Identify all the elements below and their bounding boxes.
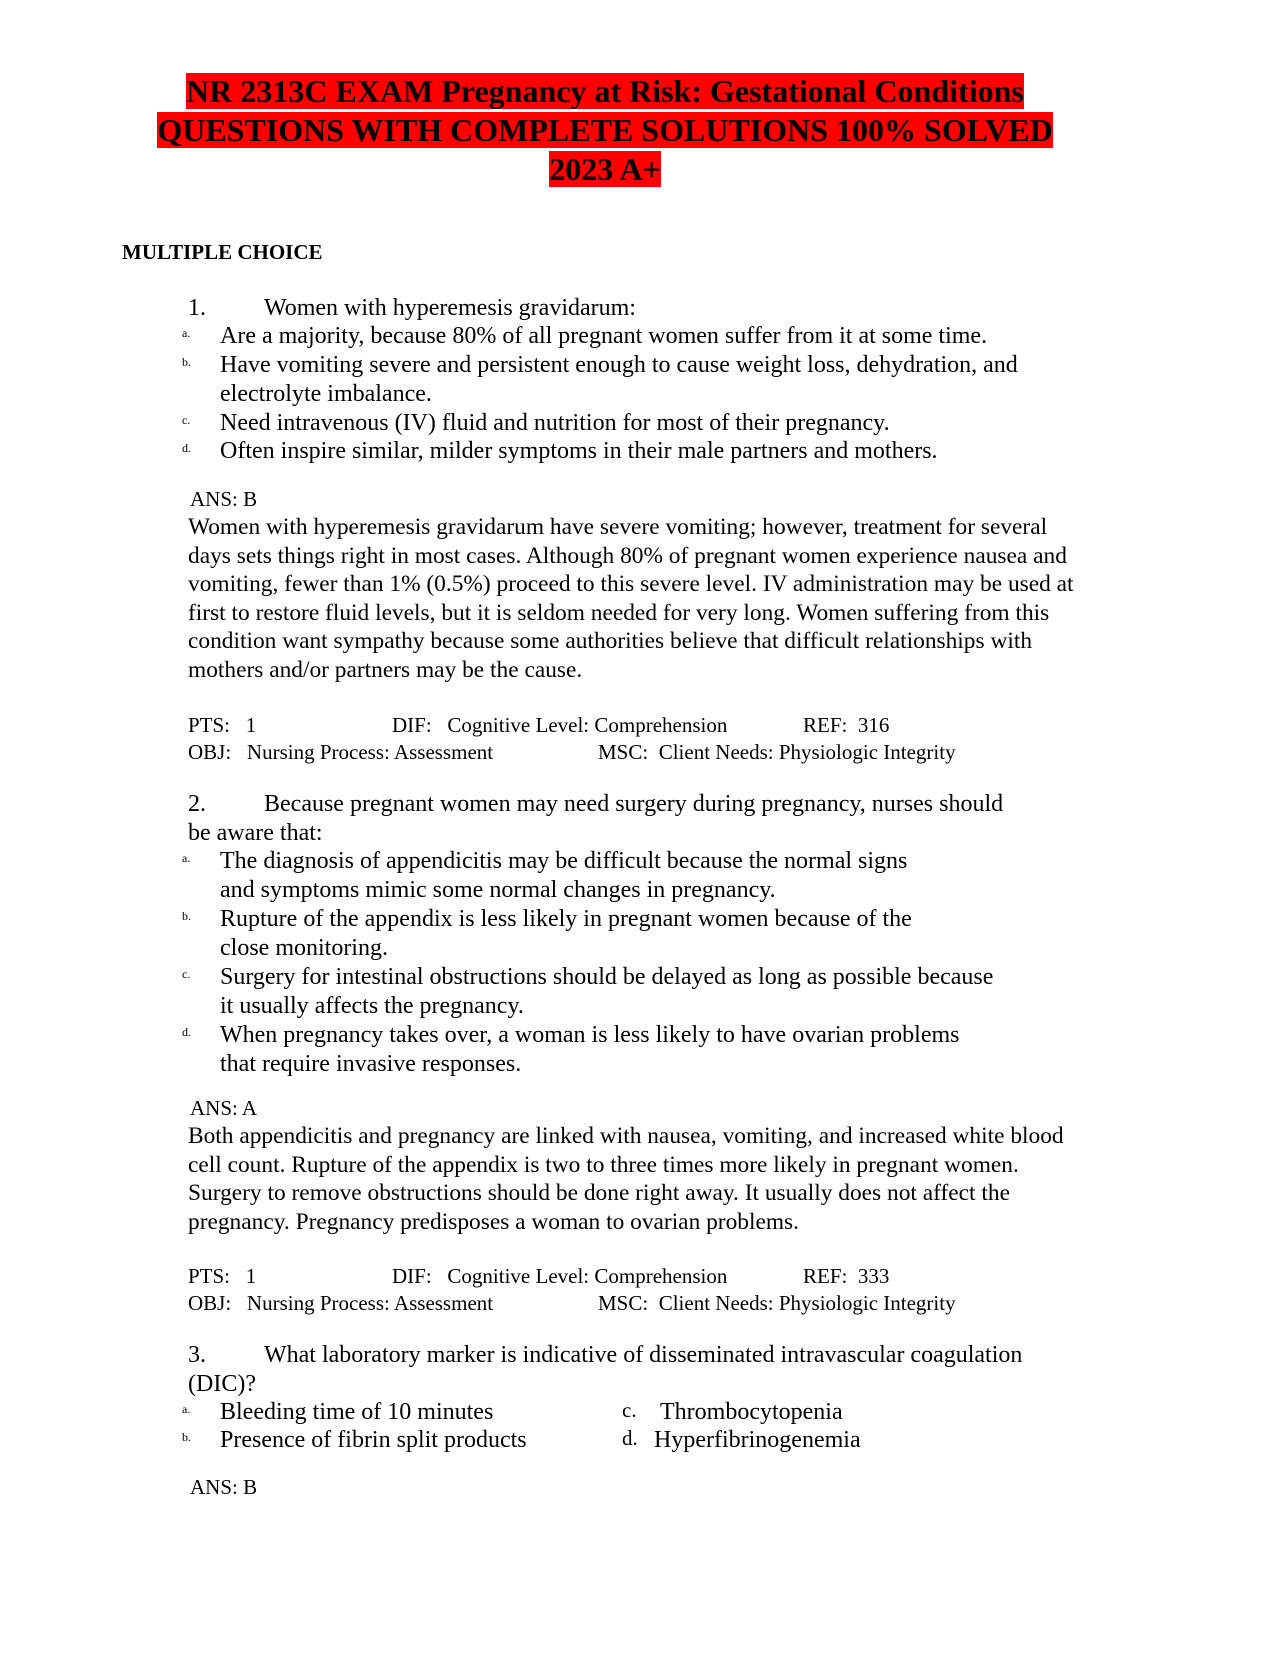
q1-obj: OBJ: Nursing Process: Assessment: [188, 740, 494, 764]
q1-option-b: [220, 351, 1018, 409]
q1-pts: PTS: 1: [188, 713, 257, 737]
question-number: 1.: [188, 295, 206, 321]
q1-msc: MSC: Client Needs: Physiologic Integrity: [598, 740, 956, 764]
option-letter: d.: [182, 441, 191, 455]
question-3-stem: [188, 1341, 1022, 1399]
q2-option-b: [220, 905, 912, 963]
option-text-line: Rupture of the appendix is less likely in pregnant women because of the: [220, 906, 912, 932]
q2-rationale: Both appendicitis and pregnancy are linked with nausea, vomiting, and increased white blood cell count. Rupture of the appendix is two to three times more likely in pregnant women. Surgery to remove obstructions should be done right away. It usually does not affect the pregnancy. Pregnancy predisposes a woman to ovarian problems.: [188, 1123, 1064, 1235]
q2-option-d: [220, 1021, 959, 1079]
question-text: Because pregnant women may need surgery during pregnancy, nurses should: [264, 791, 1004, 817]
q1-option-a: Are a majority, because 80% of all pregnant women suffer from it at some time.: [220, 323, 988, 349]
option-text-line: and symptoms mimic some normal changes in pregnancy.: [220, 877, 776, 903]
q3-option-d: Hyperfibrinogenemia: [654, 1427, 861, 1453]
q1-dif: DIF: Cognitive Level: Comprehension: [392, 713, 728, 737]
section-heading: MULTIPLE CHOICE: [122, 240, 323, 264]
q1-option-d: Often inspire similar, milder symptoms in their male partners and mothers.: [220, 438, 938, 464]
option-text-line: electrolyte imbalance.: [220, 381, 432, 407]
document-title: [0, 72, 1210, 189]
option-letter: b.: [182, 1430, 191, 1444]
option-letter: c.: [182, 967, 191, 981]
option-text-line: The diagnosis of appendicitis may be difficult because the normal signs: [220, 848, 908, 874]
q2-pts: PTS: 1: [188, 1264, 257, 1288]
option-text-line: close monitoring.: [220, 935, 388, 961]
q1-ref: REF: 316: [803, 713, 890, 737]
q2-dif: DIF: Cognitive Level: Comprehension: [392, 1264, 728, 1288]
q1-answer: ANS: B: [190, 487, 258, 511]
title-line-2: QUESTIONS WITH COMPLETE SOLUTIONS 100% SOLVED: [157, 112, 1053, 148]
q1-option-c: Need intravenous (IV) fluid and nutrition for most of their pregnancy.: [220, 410, 890, 436]
question-text: Women with hyperemesis gravidarum:: [264, 295, 636, 321]
q2-option-a: [220, 847, 907, 905]
option-text-line: Have vomiting severe and persistent enough to cause weight loss, dehydration, and: [220, 352, 1018, 378]
q2-msc: MSC: Client Needs: Physiologic Integrity: [598, 1291, 956, 1315]
q1-rationale: Women with hyperemesis gravidarum have severe vomiting; however, treatment for several days sets things right in most cases. Although 80% of pregnant women experience nausea and vomiting, fewer than 1% (0.5%) proceed to this severe level. IV administration may be used at first to restore fluid levels, but it is seldom needed for very long. Women suffering from this condition want sympathy because some authorities believe that difficult relationships with mothers and/or partners may be the cause.: [188, 514, 1074, 683]
option-letter: d.: [182, 1025, 191, 1039]
option-letter: a.: [182, 1402, 191, 1416]
q3-option-c: Thrombocytopenia: [660, 1399, 843, 1425]
title-line-3: 2023 A+: [549, 151, 661, 187]
q2-ref: REF: 333: [803, 1264, 890, 1288]
question-text: (DIC)?: [188, 1371, 256, 1397]
question-1-stem: [188, 294, 636, 323]
question-text: be aware that:: [188, 820, 323, 846]
option-letter: c.: [622, 1398, 637, 1422]
question-2-stem: [188, 790, 1003, 848]
option-text-line: that require invasive responses.: [220, 1051, 522, 1077]
q3-option-a: Bleeding time of 10 minutes: [220, 1399, 494, 1425]
question-number: 2.: [188, 791, 206, 817]
q3-answer: ANS: B: [190, 1475, 258, 1499]
option-letter: d.: [622, 1426, 638, 1450]
option-text-line: When pregnancy takes over, a woman is less likely to have ovarian problems: [220, 1022, 960, 1048]
option-letter: a.: [182, 851, 191, 865]
title-line-1: NR 2313C EXAM Pregnancy at Risk: Gestational Conditions: [186, 73, 1024, 109]
option-letter: c.: [182, 413, 191, 427]
q2-option-c: [220, 963, 993, 1021]
question-number: 3.: [188, 1342, 206, 1368]
q3-option-b: Presence of fibrin split products: [220, 1427, 527, 1453]
option-letter: b.: [182, 355, 191, 369]
option-text-line: Surgery for intestinal obstructions should be delayed as long as possible because: [220, 964, 994, 990]
q2-answer: ANS: A: [190, 1096, 258, 1120]
q2-obj: OBJ: Nursing Process: Assessment: [188, 1291, 494, 1315]
question-text: What laboratory marker is indicative of disseminated intravascular coagulation: [264, 1342, 1023, 1368]
option-letter: a.: [182, 326, 191, 340]
option-letter: b.: [182, 909, 191, 923]
option-text-line: it usually affects the pregnancy.: [220, 993, 524, 1019]
